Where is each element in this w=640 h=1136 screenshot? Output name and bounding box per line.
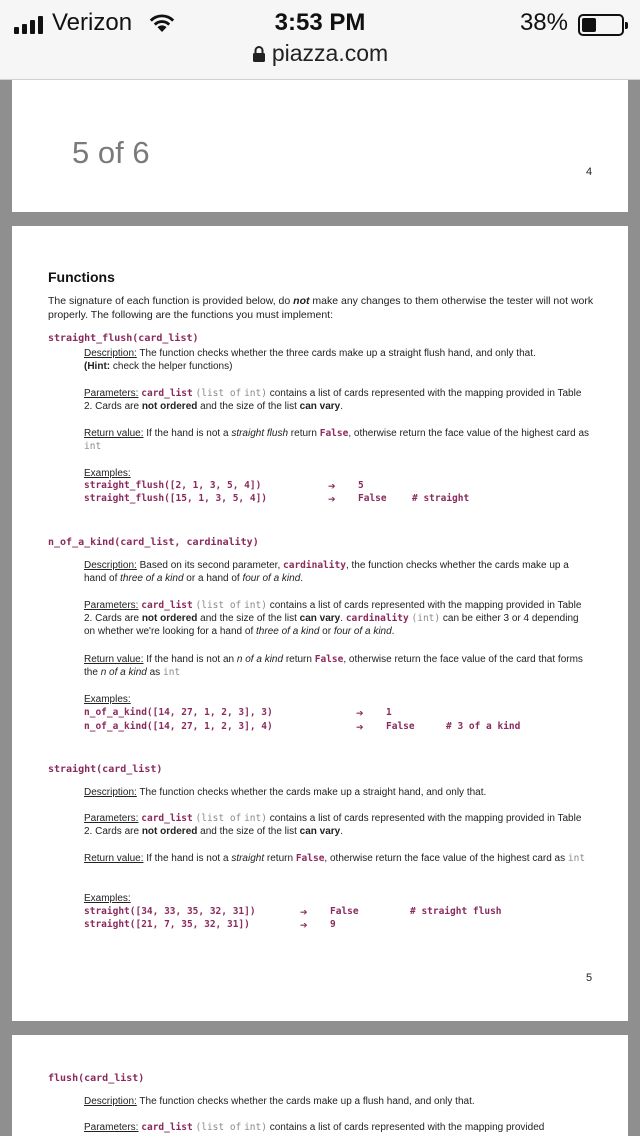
example-comment: # straight flush: [410, 906, 502, 917]
right-arrow-icon: ➔: [328, 481, 336, 491]
example-call: straight([21, 7, 35, 32, 31]): [84, 919, 250, 930]
function-return-value: Return value: If the hand is not an n of a kind return False, otherwise return the face value of the card that forms the n of a kind as int: [84, 654, 583, 678]
page-number: 5: [586, 972, 593, 984]
page-count-indicator: 5 of 6: [72, 135, 150, 170]
function-signature: flush(card_list): [48, 1073, 145, 1084]
document-page-6: [12, 1035, 628, 1136]
example-call: straight_flush([2, 1, 3, 5, 4]): [84, 480, 262, 491]
status-bar: [0, 6, 640, 38]
document-page-4: [12, 80, 628, 212]
example-comment: # 3 of a kind: [446, 721, 521, 732]
battery-icon: [578, 14, 624, 36]
function-signature: n_of_a_kind(card_list, cardinality): [48, 537, 259, 548]
function-description: Description: Based on its second parameter, cardinality, the function checks whether the cards make up a hand of three of a kind or a hand of four of a kind.: [84, 560, 569, 584]
example-call: straight([34, 33, 35, 32, 31]): [84, 906, 256, 917]
function-description: Description: The function checks whether the cards make up a straight hand, and only that.: [84, 787, 487, 798]
function-signature: straight_flush(card_list): [48, 333, 199, 344]
browser-top-bar: [0, 0, 640, 80]
examples-label: Examples:: [84, 893, 131, 904]
lock-icon: [252, 45, 266, 63]
examples-label: Examples:: [84, 468, 131, 479]
example-result: 5: [358, 480, 364, 491]
battery-percent: 38%: [519, 9, 568, 36]
carrier-name: Verizon: [52, 9, 133, 36]
page-number: 4: [586, 166, 593, 178]
right-arrow-icon: ➔: [300, 920, 308, 930]
function-description: Description: The function checks whether the three cards make up a straight flush hand, and only that. (Hint: check the helper functions): [84, 348, 536, 372]
function-parameters: Parameters: card_list (list of int) contains a list of cards represented with the mapping provided in Table 2. Cards are not ordered and the size of the list can vary.: [84, 388, 582, 412]
clock: 3:53 PM: [274, 9, 366, 36]
function-description: Description: The function checks whether the cards make up a flush hand, and only that.: [84, 1096, 475, 1107]
section-heading: Functions: [48, 269, 115, 285]
right-arrow-icon: ➔: [356, 722, 364, 732]
example-comment: # straight: [412, 493, 470, 504]
right-arrow-icon: ➔: [356, 708, 364, 718]
example-call: n_of_a_kind([14, 27, 1, 2, 3], 4): [84, 721, 273, 732]
function-return-value: Return value: If the hand is not a straight return False, otherwise return the face value of the highest card as int: [84, 853, 586, 864]
right-arrow-icon: ➔: [300, 907, 308, 917]
example-result: False: [358, 493, 387, 504]
example-result: False: [330, 906, 359, 917]
intro-paragraph: The signature of each function is provided below, do not make any changes to them otherwise the tester will not work properly. The following are the functions you must implement:: [48, 295, 594, 321]
function-parameters: Parameters: card_list (list of int) contains a list of cards represented with the mapping provided in Table 2. Cards are not ordered and the size of the list can vary. cardinality (int) can be either 3 or 4 depending on whether we're looking for a hand of three of a kind or four of a kind.: [84, 600, 582, 637]
url-text: piazza.com: [271, 40, 389, 66]
url-bar[interactable]: [0, 40, 640, 67]
function-return-value: Return value: If the hand is not a straight flush return False, otherwise return the face value of the highest card as int: [84, 428, 590, 452]
example-call: n_of_a_kind([14, 27, 1, 2, 3], 3): [84, 707, 273, 718]
example-result: False: [386, 721, 415, 732]
document-page-5: [12, 226, 628, 1021]
function-parameters: Parameters: card_list (list of int) contains a list of cards represented with the mapping provided: [84, 1122, 545, 1133]
example-result: 1: [386, 707, 392, 718]
example-call: straight_flush([15, 1, 3, 5, 4]): [84, 493, 268, 504]
function-parameters: Parameters: card_list (list of int) contains a list of cards represented with the mapping provided in Table 2. Cards are not ordered and the size of the list can vary.: [84, 813, 582, 837]
function-signature: straight(card_list): [48, 764, 163, 775]
right-arrow-icon: ➔: [328, 494, 336, 504]
examples-label: Examples:: [84, 694, 131, 705]
example-result: 9: [330, 919, 336, 930]
